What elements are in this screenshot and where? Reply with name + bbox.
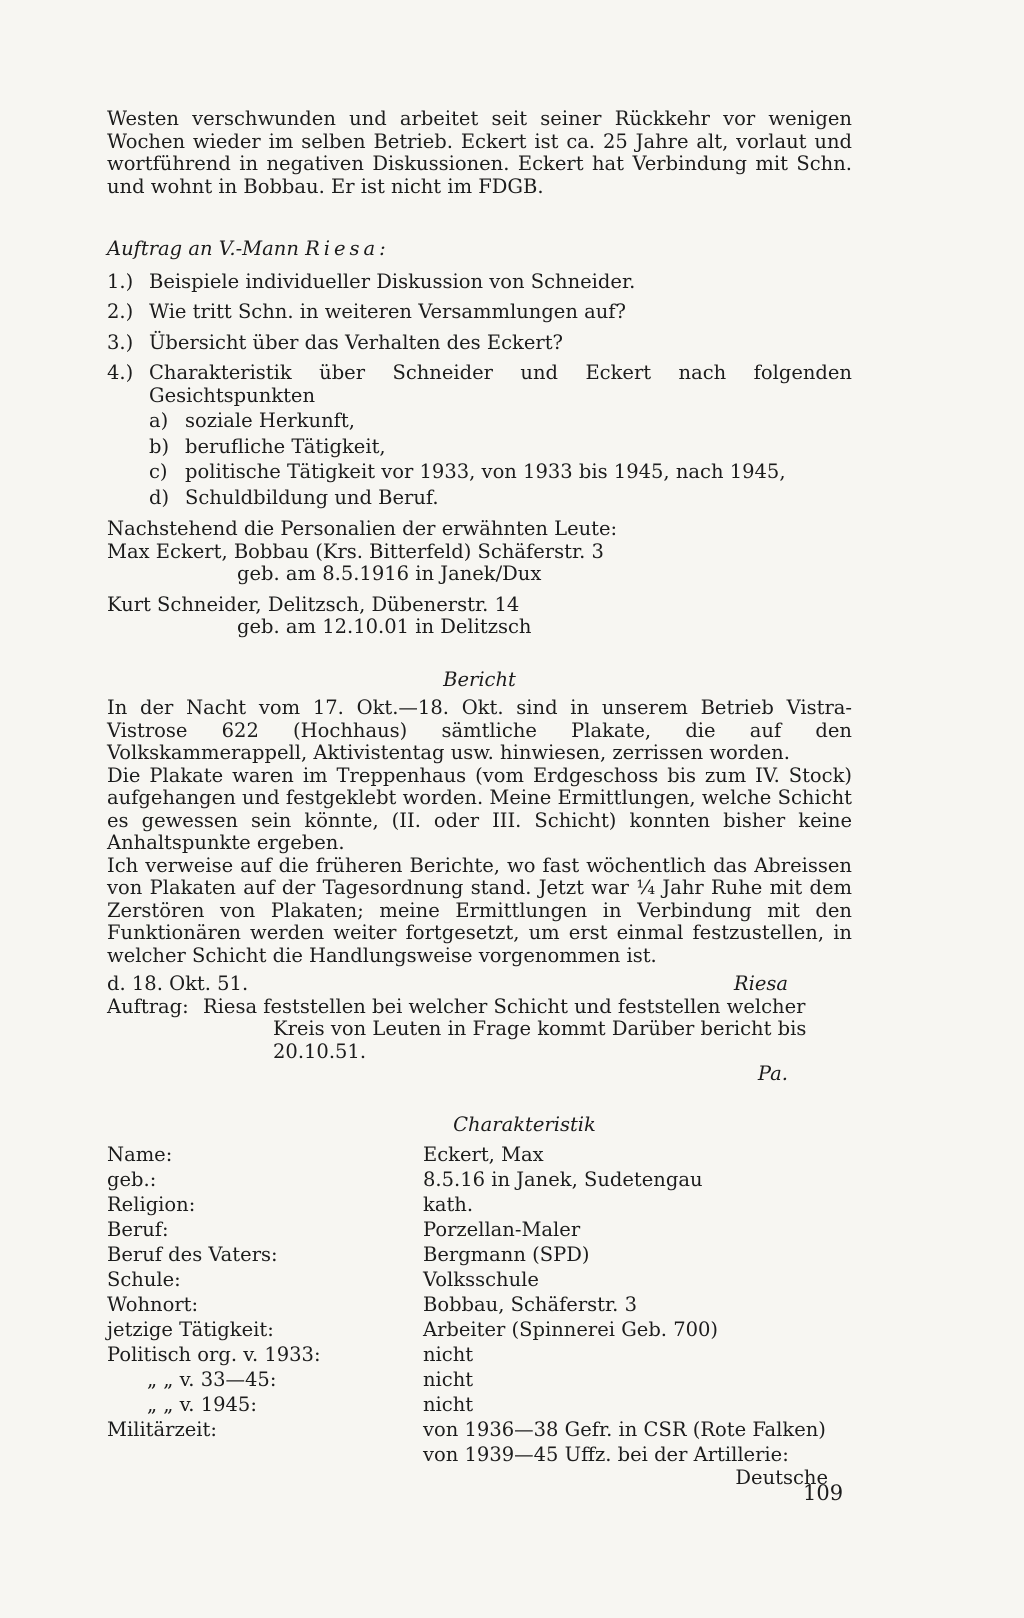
table-row — [107, 1192, 826, 1217]
field-label: Wohnort: — [107, 1293, 199, 1316]
bericht-title: Bericht — [443, 667, 516, 691]
field-label: jetzige Tätigkeit: — [107, 1318, 274, 1341]
sublist-item-text: politische Tätigkeit vor 1933, von 1933 bis 1945, nach 1945, — [185, 460, 786, 483]
sublist-item-text: soziale Herkunft, — [185, 409, 355, 432]
personalien-eckert-line1: Max Eckert, Bobbau (Krs. Bitterfeld) Schäferstr. 3 — [107, 539, 604, 563]
field-value: Arbeiter (Spinnerei Geb. 700) — [423, 1318, 719, 1341]
field-value: Porzellan-Maler — [423, 1218, 581, 1241]
auftrag-heading-name: Riesa: — [305, 237, 390, 260]
list-item-number: 3.) — [107, 330, 134, 354]
table-row — [107, 1417, 826, 1442]
sublist-item-text: berufliche Tätigkeit, — [185, 434, 386, 458]
field-label: geb.: — [107, 1168, 157, 1191]
field-label: Militärzeit: — [107, 1418, 217, 1441]
sublist-item-letter: b) — [149, 434, 170, 458]
bericht-auftrag-label: Auftrag: — [107, 994, 189, 1018]
table-row — [107, 1167, 826, 1192]
field-value: Bergmann (SPD) — [423, 1243, 590, 1266]
bericht-initials: Pa. — [757, 1062, 788, 1085]
auftrag-list — [107, 271, 852, 408]
intro-paragraph: Westen verschwunden und arbeitet seit seiner Rückkehr vor wenigen Wochen wieder im selben Betrieb. Eckert ist ca. 25 Jahre alt, vorlaut und wortführend in negativen Diskussionen. Eckert hat Verbindung mit Schn. und wohnt in Bobbau. Er ist nicht im FDGB. — [107, 107, 852, 198]
personalien-eckert-line2: geb. am 8.5.1916 in Janek/Dux — [237, 562, 542, 585]
sublist-item — [149, 461, 852, 484]
sublist-item-text: Schuldbildung und Beruf. — [185, 485, 439, 509]
table-row — [107, 1392, 826, 1417]
auftrag-heading — [107, 238, 852, 261]
sublist-item-letter: a) — [149, 409, 169, 432]
field-value: 8.5.16 in Janek, Sudetengau — [423, 1168, 703, 1191]
table-row — [107, 1217, 826, 1242]
field-value: Eckert, Max — [423, 1143, 544, 1166]
charakteristik-continuation: Deutsche — [735, 1466, 828, 1489]
bericht-signature: Riesa — [733, 972, 788, 995]
field-value: Volksschule — [423, 1268, 539, 1291]
personalien-intro: Nachstehend die Personalien der erwähnten Leute: — [107, 517, 618, 540]
auftrag-heading-prefix: Auftrag an V.-Mann — [107, 237, 306, 260]
table-row — [107, 1342, 826, 1367]
bericht-paragraph-2: Die Plakate waren im Treppenhaus (vom Erdgeschoss bis zum IV. Stock) aufgehangen und festgeklebt worden. Meine Ermittlungen, welche Schicht es gewessen sein könnte, (II. oder III. Schicht) konnten bisher keine Anhaltspunkte ergeben. — [107, 763, 852, 854]
table-row — [107, 1142, 826, 1167]
field-label: „ „ v. 33—45: — [147, 1368, 277, 1391]
sublist-item-letter: c) — [149, 460, 168, 483]
bericht-paragraph-3: Ich verweise auf die früheren Berichte, wo fast wöchentlich das Abreissen von Plakaten auf der Tagesordnung stand. Jetzt war ¼ Jahr Ruhe mit dem Zerstören von Plakaten; meine Ermittlungen in Verbindung mit den Funktionären werden weiter fortgesetzt, um erst einmal festzustellen, in welcher Schicht die Handlungsweise vorgenommen ist. — [107, 853, 852, 967]
field-label: Beruf: — [107, 1218, 169, 1241]
table-row — [107, 1442, 826, 1467]
list-item-text: Wie tritt Schn. in weiteren Versammlungen auf? — [149, 300, 626, 323]
document-page — [107, 108, 852, 1490]
list-item — [107, 271, 852, 294]
charakteristik-table — [107, 1142, 826, 1467]
bericht-date: d. 18. Okt. 51. — [107, 972, 249, 995]
table-row — [107, 1267, 826, 1292]
field-label: „ „ v. 1945: — [147, 1393, 257, 1416]
field-label: Beruf des Vaters: — [107, 1243, 278, 1266]
field-value: nicht — [423, 1368, 474, 1391]
bericht-auftrag-line2: Kreis von Leuten in Frage kommt Darüber bericht bis 20.10.51. — [273, 1017, 807, 1063]
list-item-number: 2.) — [107, 300, 134, 323]
field-value: von 1936—38 Gefr. in CSR (Rote Falken) — [423, 1418, 826, 1441]
sublist-item-letter: d) — [149, 485, 170, 509]
table-row — [107, 1292, 826, 1317]
personalien-schneider-line1: Kurt Schneider, Delitzsch, Dübenerstr. 14 — [107, 592, 520, 616]
field-label — [107, 1442, 423, 1467]
list-item — [107, 332, 852, 355]
sublist-item — [149, 487, 852, 510]
list-item-text: Charakteristik über Schneider und Eckert nach folgenden Gesichtspunkten — [149, 361, 852, 407]
list-item — [107, 301, 852, 324]
list-item-text: Übersicht über das Verhalten des Eckert? — [149, 330, 564, 354]
personalien-schneider-line2: geb. am 12.10.01 in Delitzsch — [237, 615, 532, 638]
bericht-paragraph-1: In der Nacht vom 17. Okt.—18. Okt. sind in unserem Betrieb Vistra-Vistrose 622 (Hochhaus) sämtliche Plakate, die auf den Volkskammerappell, Aktivistentag usw. hinwiesen, zerrissen worden. — [107, 696, 852, 764]
auftrag-sublist — [149, 410, 852, 509]
table-row — [107, 1242, 826, 1267]
field-value: kath. — [423, 1193, 474, 1216]
table-row — [107, 1317, 826, 1342]
field-label: Religion: — [107, 1193, 196, 1216]
field-value: von 1939—45 Uffz. bei der Artillerie: — [423, 1443, 789, 1466]
page-number: 109 — [803, 1481, 844, 1505]
field-label: Name: — [107, 1143, 173, 1166]
field-value: nicht — [423, 1393, 474, 1416]
list-item — [107, 362, 852, 407]
field-label: Politisch org. v. 1933: — [107, 1343, 321, 1366]
bericht-date-line — [107, 973, 852, 996]
sublist-item — [149, 410, 852, 433]
sublist-item — [149, 436, 852, 459]
list-item-text: Beispiele individueller Diskussion von Schneider. — [149, 269, 636, 293]
field-value: nicht — [423, 1343, 474, 1366]
field-value: Bobbau, Schäferstr. 3 — [423, 1293, 637, 1316]
charakteristik-title: Charakteristik — [453, 1112, 596, 1136]
field-label: Schule: — [107, 1268, 181, 1291]
table-row — [107, 1367, 826, 1392]
list-item-number: 1.) — [107, 269, 134, 293]
bericht-auftrag — [107, 996, 852, 1064]
list-item-number: 4.) — [107, 361, 134, 384]
bericht-auftrag-line1: Riesa feststellen bei welcher Schicht und feststellen welcher — [203, 994, 806, 1018]
